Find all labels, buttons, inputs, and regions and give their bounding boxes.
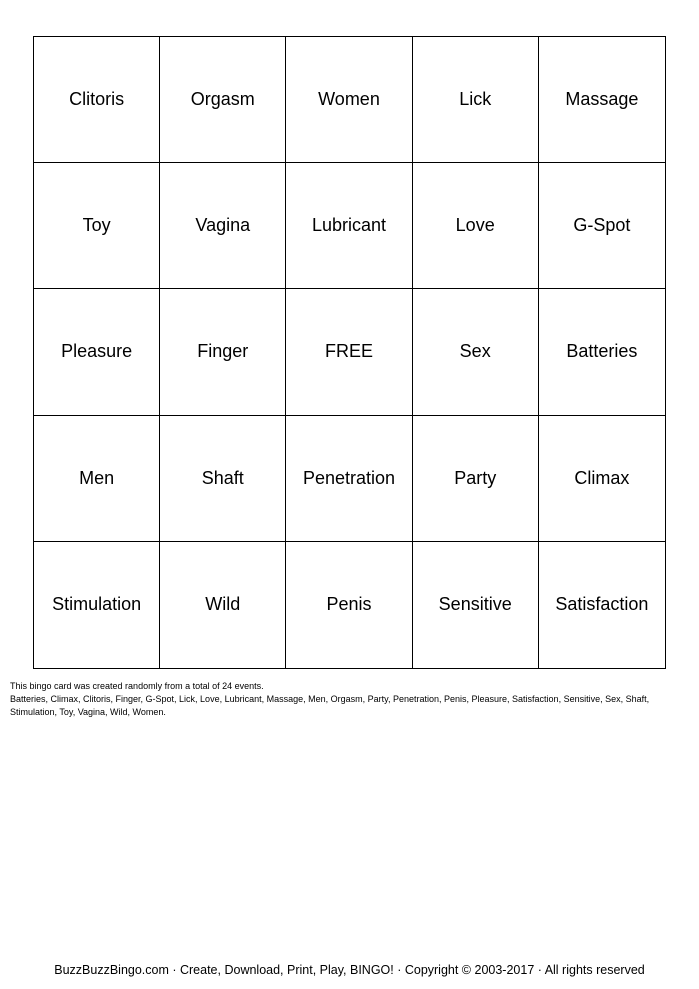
bingo-cell-r1-c5: Massage bbox=[539, 37, 665, 163]
card-generation-note: This bingo card was created randomly from a total of 24 events. bbox=[10, 681, 264, 691]
bingo-cell-r4-c5: Climax bbox=[539, 416, 665, 542]
bingo-cell-r4-c3: Penetration bbox=[286, 416, 412, 542]
bingo-cell-r1-c1: Clitoris bbox=[34, 37, 160, 163]
bingo-cell-r1-c2: Orgasm bbox=[160, 37, 286, 163]
bingo-cell-r2-c2: Vagina bbox=[160, 163, 286, 289]
bingo-card-grid bbox=[33, 36, 666, 669]
bingo-cell-r4-c1: Men bbox=[34, 416, 160, 542]
bingo-cell-r2-c5: G-Spot bbox=[539, 163, 665, 289]
bingo-cell-r5-c5: Satisfaction bbox=[555, 594, 649, 615]
bingo-cell-r2-c4: Love bbox=[413, 163, 539, 289]
bingo-cell-r3-c2: Finger bbox=[160, 289, 286, 415]
bingo-cell-r4-c2: Shaft bbox=[160, 416, 286, 542]
event-list: Batteries, Climax, Clitoris, Finger, G-Spot, Lick, Love, Lubricant, Massage, Men, Orgasm, Party, Penetration, Penis, Pleasure, Satisfaction, Sensitive, Sex, Shaft, Stimulation, Toy, Vagina, Wild, Women. bbox=[10, 694, 650, 717]
bingo-cell-r2-c3: Lubricant bbox=[286, 163, 412, 289]
bingo-cell-r5-c3: Penis bbox=[286, 542, 412, 668]
bingo-cell-r3-c5: Batteries bbox=[539, 289, 665, 415]
bingo-cell-r5-c1: Stimulation bbox=[34, 542, 160, 668]
bingo-cell-r3-c4: Sex bbox=[413, 289, 539, 415]
bingo-cell-r5-c2: Wild bbox=[160, 542, 286, 668]
bingo-cell-r2-c1: Toy bbox=[34, 163, 160, 289]
bingo-cell-r4-c4: Party bbox=[413, 416, 539, 542]
bingo-cell-r5-c4: Sensitive bbox=[413, 542, 539, 668]
bingo-cell-free: FREE bbox=[286, 289, 412, 415]
bingo-cell-r1-c3: Women bbox=[286, 37, 412, 163]
page-footer: BuzzBuzzBingo.com · Create, Download, Print, Play, BINGO! · Copyright © 2003-2017 · All rights reserved bbox=[54, 963, 645, 977]
bingo-cell-r1-c4: Lick bbox=[413, 37, 539, 163]
bingo-cell-r3-c1: Pleasure bbox=[34, 289, 160, 415]
